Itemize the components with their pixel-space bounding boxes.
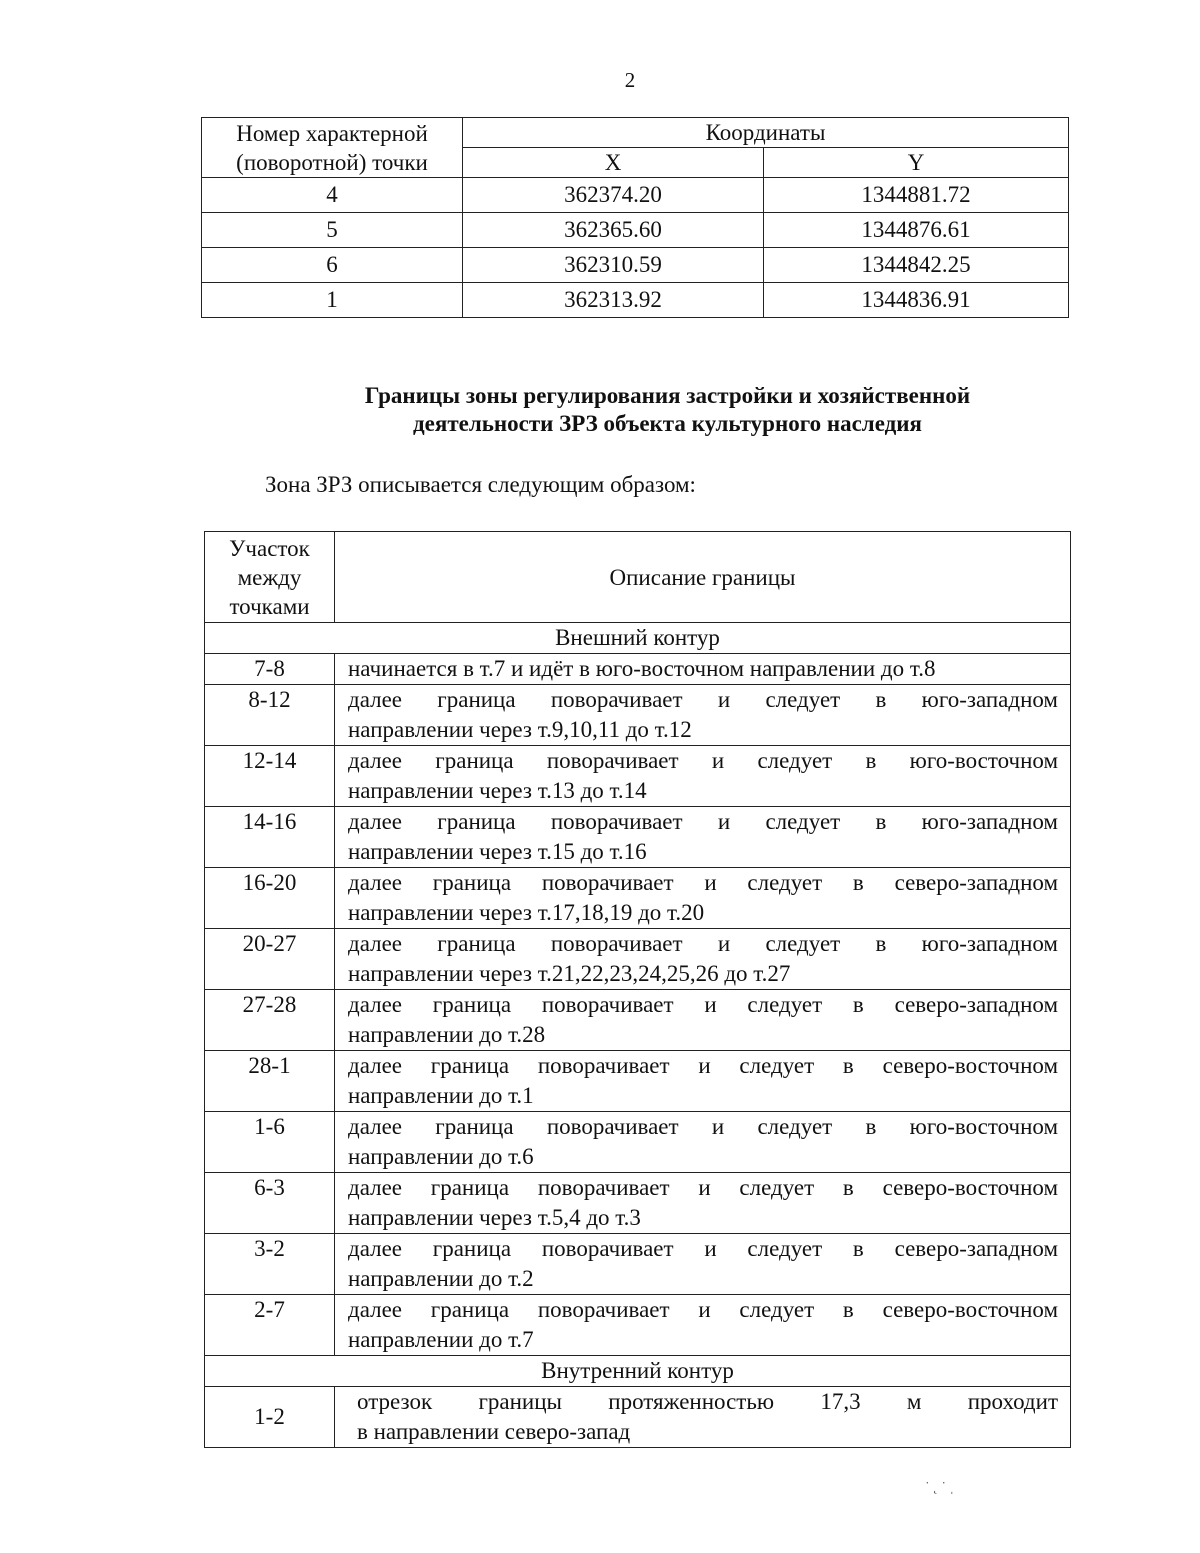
zone-row — [205, 746, 1071, 807]
description-line: отрезок границы протяженностью 17,3 м проходит — [357, 1389, 1058, 1414]
segment-cell: 8-12 — [205, 685, 335, 746]
description-line: далее граница поворачивает и следует в северо-западном — [348, 870, 1058, 895]
description-cell — [335, 1112, 1071, 1173]
description-cell — [335, 1387, 1071, 1448]
description-line: далее граница поворачивает и следует в юго-восточном — [348, 748, 1058, 773]
description-line: направлении до т.6 — [348, 1144, 534, 1169]
header-y: Y — [764, 148, 1069, 178]
header-x: X — [463, 148, 764, 178]
segment-cell: 20-27 — [205, 929, 335, 990]
header-segment-line: точками — [229, 593, 310, 619]
x-value: 362365.60 — [463, 213, 764, 248]
zone-row — [205, 990, 1071, 1051]
outer-contour-row — [205, 623, 1071, 654]
description-line: направлении через т.13 до т.14 — [348, 778, 647, 803]
description-line: направлении через т.5,4 до т.3 — [348, 1205, 641, 1230]
point-number: 5 — [202, 213, 463, 248]
point-number: 1 — [202, 283, 463, 318]
zone-row — [205, 1051, 1071, 1112]
description-cell — [335, 1051, 1071, 1112]
description-line: направлении до т.28 — [348, 1022, 546, 1047]
description-line: направлении через т.15 до т.16 — [348, 839, 647, 864]
x-value: 362374.20 — [463, 178, 764, 213]
segment-cell: 12-14 — [205, 746, 335, 807]
zone-header-row — [205, 532, 1071, 623]
description-cell — [335, 685, 1071, 746]
zone-table — [204, 531, 1071, 1448]
description-line: направлении через т.9,10,11 до т.12 — [348, 717, 692, 742]
heading-line: деятельности ЗРЗ объекта культурного наследия — [413, 411, 922, 436]
description-line: направлении до т.7 — [348, 1327, 534, 1352]
description-line: в направлении северо-запад — [357, 1419, 631, 1444]
segment-cell: 27-28 — [205, 990, 335, 1051]
description-line: далее граница поворачивает и следует в юго-восточном — [348, 1114, 1058, 1139]
section-heading — [0, 382, 1200, 438]
description-line: направлении через т.21,22,23,24,25,26 до т.27 — [348, 961, 791, 986]
header-segment-cell — [205, 532, 335, 623]
description-line: далее граница поворачивает и следует в юго-западном — [348, 931, 1058, 956]
description-cell — [335, 654, 1071, 685]
description-line: далее граница поворачивает и следует в северо-восточном — [348, 1175, 1058, 1200]
scan-artifact: ˙ ˛ ˙ ˌ — [925, 1480, 955, 1495]
inner-contour-body — [205, 1387, 1071, 1448]
zone-row — [205, 654, 1071, 685]
description-line: далее граница поворачивает и следует в северо-восточном — [348, 1053, 1058, 1078]
description-cell — [335, 807, 1071, 868]
header-description: Описание границы — [335, 532, 1071, 623]
description-line: далее граница поворачивает и следует в северо-западном — [348, 1236, 1058, 1261]
zone-row — [205, 1173, 1071, 1234]
zone-row — [205, 807, 1071, 868]
description-cell — [335, 1173, 1071, 1234]
zone-row — [205, 1295, 1071, 1356]
description-line: далее граница поворачивает и следует в юго-западном — [348, 687, 1058, 712]
y-value: 1344842.25 — [764, 248, 1069, 283]
point-number: 6 — [202, 248, 463, 283]
coordinate-row — [202, 248, 1069, 283]
y-value: 1344881.72 — [764, 178, 1069, 213]
x-value: 362313.92 — [463, 283, 764, 318]
zone-row — [205, 1112, 1071, 1173]
point-number: 4 — [202, 178, 463, 213]
heading-line: Границы зоны регулирования застройки и хозяйственной — [364, 383, 971, 408]
description-cell — [335, 1295, 1071, 1356]
page-number: 2 — [624, 68, 636, 92]
description-line: далее граница поворачивает и следует в северо-западном — [348, 992, 1058, 1017]
description-cell — [335, 868, 1071, 929]
header-point-cell — [202, 118, 463, 178]
description-line: далее граница поворачивает и следует в северо-восточном — [348, 1297, 1058, 1322]
segment-cell: 1-2 — [205, 1387, 335, 1448]
description-cell — [335, 929, 1071, 990]
header-segment-line: между — [237, 564, 302, 590]
segment-cell: 2-7 — [205, 1295, 335, 1356]
description-line: направлении до т.1 — [348, 1083, 534, 1108]
segment-cell: 3-2 — [205, 1234, 335, 1295]
segment-cell: 7-8 — [205, 654, 335, 685]
segment-cell: 28-1 — [205, 1051, 335, 1112]
coordinates-body — [202, 178, 1069, 318]
description-cell — [335, 746, 1071, 807]
description-line: далее граница поворачивает и следует в юго-западном — [348, 809, 1058, 834]
header-point-line: Номер характерной — [236, 120, 428, 146]
segment-cell: 16-20 — [205, 868, 335, 929]
coordinates-header-row — [202, 118, 1069, 148]
inner-contour-row — [205, 1356, 1071, 1387]
intro-text: Зона ЗРЗ описывается следующим образом: — [265, 472, 696, 497]
header-segment-line: Участок — [229, 535, 310, 561]
segment-cell: 1-6 — [205, 1112, 335, 1173]
zone-row — [205, 868, 1071, 929]
y-value: 1344876.61 — [764, 213, 1069, 248]
coordinate-row — [202, 178, 1069, 213]
zone-row — [205, 685, 1071, 746]
header-point-line: (поворотной) точки — [236, 149, 428, 175]
outer-contour-body — [205, 654, 1071, 1356]
zone-row — [205, 1387, 1071, 1448]
description-cell — [335, 1234, 1071, 1295]
description-cell — [335, 990, 1071, 1051]
description-line: начинается в т.7 и идёт в юго-восточном направлении до т.8 — [348, 656, 936, 681]
inner-contour-label: Внутренний контур — [205, 1356, 1071, 1387]
coordinate-row — [202, 283, 1069, 318]
segment-cell: 6-3 — [205, 1173, 335, 1234]
y-value: 1344836.91 — [764, 283, 1069, 318]
description-line: направлении через т.17,18,19 до т.20 — [348, 900, 705, 925]
coordinate-row — [202, 213, 1069, 248]
zone-row — [205, 929, 1071, 990]
outer-contour-label: Внешний контур — [205, 623, 1071, 654]
coordinates-table — [201, 117, 1069, 318]
description-line: направлении до т.2 — [348, 1266, 534, 1291]
x-value: 362310.59 — [463, 248, 764, 283]
zone-row — [205, 1234, 1071, 1295]
segment-cell: 14-16 — [205, 807, 335, 868]
header-coordinates: Координаты — [463, 118, 1069, 148]
